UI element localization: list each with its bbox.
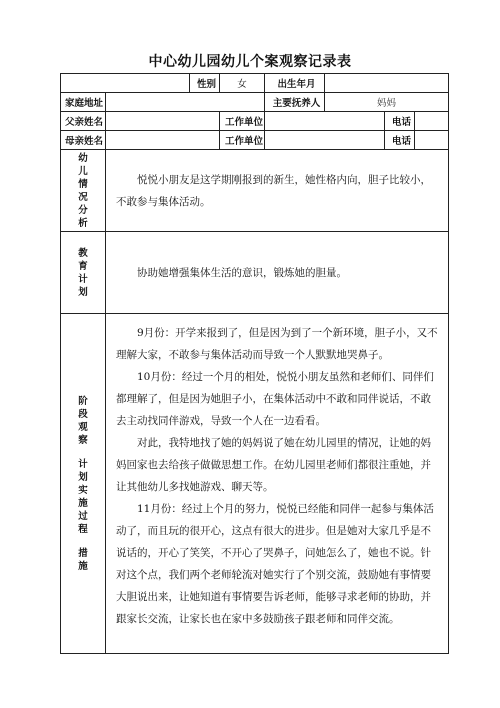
plan-text[interactable]: 协助她增强集体生活的意识，锻炼她的胆量。 (106, 232, 449, 314)
father-name-label: 父亲姓名 (61, 112, 106, 131)
father-name-value[interactable] (106, 112, 220, 131)
gender-label: 性别 (190, 74, 220, 93)
birth-date-value[interactable] (325, 74, 449, 93)
father-work-value[interactable] (265, 112, 385, 131)
analysis-label: 幼 儿 情 况 分 析 (61, 150, 106, 232)
name-value-cell[interactable] (61, 74, 190, 93)
stage-paragraph: 10月份：经过一个月的相处，悦悦小朋友虽然和老师们、同伴们都理解了，但是因为她胆子小，在集体活动中不敢和同伴说话，不敢去主动找同伴游戏，导致一个人在一边看看。 (116, 371, 434, 427)
gender-value[interactable]: 女 (220, 74, 265, 93)
birth-date-label: 出生年月 (265, 74, 325, 93)
mother-phone-value[interactable] (415, 131, 449, 150)
row-father (61, 112, 449, 131)
observation-record-table (60, 73, 449, 654)
mother-work-label: 工作单位 (220, 131, 265, 150)
stage-text[interactable] (106, 314, 449, 654)
father-phone-value[interactable] (415, 112, 449, 131)
guardian-value[interactable]: 妈妈 (325, 93, 449, 112)
row-stage-observation (61, 314, 449, 654)
analysis-text[interactable]: 悦悦小朋友是这学期刚报到的新生，她性格内向，胆子比较小，不敢参与集体活动。 (106, 150, 449, 232)
mother-work-value[interactable] (265, 131, 385, 150)
page-title: 中心幼儿园幼儿个案观察记录表 (148, 54, 352, 70)
father-work-label: 工作单位 (220, 112, 265, 131)
address-value[interactable] (106, 93, 265, 112)
mother-phone-label: 电话 (385, 131, 415, 150)
stage-paragraph: 对此，我特地找了她的妈妈说了她在幼儿园里的情况，让她的妈妈回家也去给孩子做做思想工作。在幼儿园里老师们都很注重她，并让其他幼儿多找她游戏、聊天等。 (116, 437, 431, 493)
father-phone-label: 电话 (385, 112, 415, 131)
guardian-label: 主要抚养人 (265, 93, 325, 112)
row-mother (61, 131, 449, 150)
stage-paragraph: 11月份：经过上个月的努力，悦悦已经能和同伴一起参与集体活动了，而且玩的很开心，这点有很大的进步。但是她对大家几乎是不说话的，开心了笑笑，不开心了哭鼻子，问她怎么了，她也不说。针对这个点，我们两个老师轮流对她实行了个别交流，鼓励她有事情要大胆说出来，让她知道有事情要告诉老师，能够寻求老师的协助，并跟家长交流，让家长也在家中多鼓励孩子跟老师和同伴交流。 (116, 503, 434, 625)
row-plan (61, 232, 449, 314)
row-address (61, 93, 449, 112)
stage-label: 阶 段 观 察 计 划 实 施 过 程 措 施 (61, 314, 106, 654)
address-label: 家庭地址 (61, 93, 106, 112)
mother-name-label: 母亲姓名 (61, 131, 106, 150)
stage-paragraph: 9月份：开学来报到了，但是因为到了一个新环境，胆子小，又不理解大家，不敢参与集体活动而导致一个人默默地哭鼻子。 (116, 327, 438, 361)
mother-name-value[interactable] (106, 131, 220, 150)
row-analysis (61, 150, 449, 232)
plan-label: 教 育 计 划 (61, 232, 106, 314)
row-basic-info (61, 74, 449, 93)
